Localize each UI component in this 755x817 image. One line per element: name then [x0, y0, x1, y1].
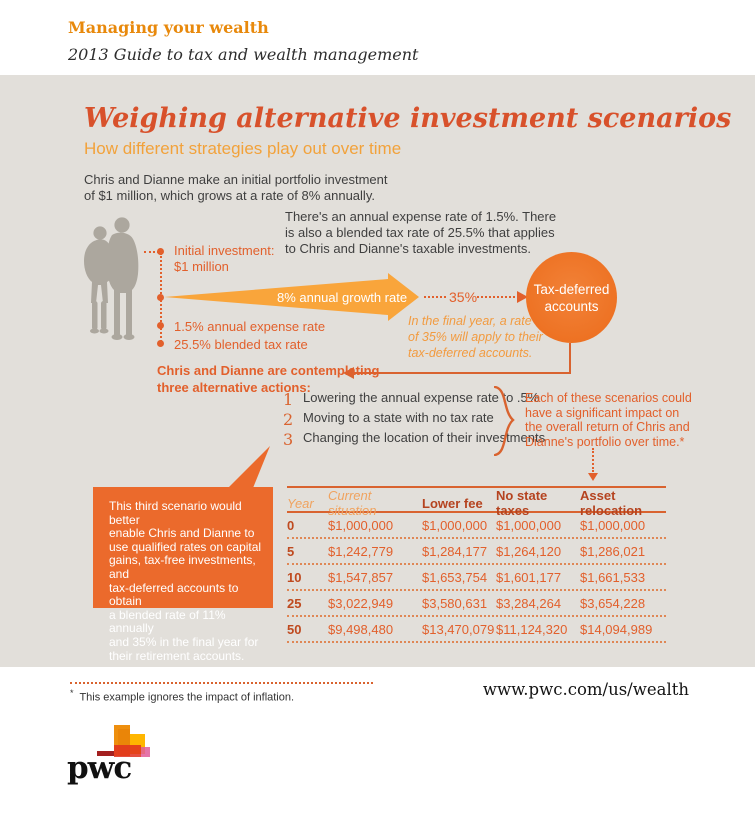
value-cell: $1,284,177 [422, 543, 488, 559]
callout-line: and 35% in the final year for [109, 634, 259, 649]
action-label: Changing the location of their investments [303, 430, 546, 445]
curly-brace [494, 386, 516, 456]
callout-line: tax-deferred accounts to obtain [109, 580, 239, 609]
value-cell: $1,601,177 [496, 569, 562, 585]
footnote-text: This example ignores the impact of inflation. [79, 691, 295, 704]
pwc-logo-text: pwc [67, 750, 132, 786]
callout-line: their retirement accounts. [109, 648, 245, 663]
impact-line: Each of these scenarios could [525, 391, 692, 405]
callout-line: This third scenario would better [109, 499, 242, 527]
rates-paragraph [285, 209, 556, 257]
action-item [283, 410, 494, 429]
eyebrow-title: Managing your wealth [68, 18, 269, 37]
bullet-dot-icon [157, 248, 164, 255]
footnote [70, 688, 294, 704]
circle-line: Tax-deferred [533, 281, 610, 297]
tax-deferred-circle-label [534, 281, 610, 315]
value-cell: $1,000,000 [496, 517, 562, 533]
action-label: Lowering the annual expense rate to .5% [303, 390, 540, 405]
action-label: Moving to a state with no tax rate [303, 410, 494, 425]
value-cell: $1,264,120 [496, 543, 562, 559]
impact-note [525, 391, 692, 449]
dotted-line [424, 296, 446, 298]
value-cell: $1,000,000 [422, 517, 488, 533]
intro-paragraph [84, 172, 388, 204]
couple-silhouette [75, 216, 149, 344]
value-cell: $3,580,631 [422, 595, 488, 611]
value-cell: $1,242,779 [328, 543, 394, 559]
value-cell: $3,654,228 [580, 595, 646, 611]
logo-block-pink [141, 747, 150, 757]
column-header: Lower fee [422, 495, 483, 511]
table-header-row [287, 486, 666, 518]
value-cell: $1,547,857 [328, 569, 394, 585]
column-header: Asset relocation [580, 488, 643, 518]
initial-investment-label [174, 243, 274, 275]
action-number: 1 [283, 390, 294, 409]
final-rate-label: 35% [449, 289, 478, 305]
year-cell: 0 [287, 517, 295, 533]
value-cell: $3,284,264 [496, 595, 562, 611]
initial-investment-line: Initial investment: [174, 243, 275, 258]
callout-line: use qualified rates on capital [109, 539, 262, 554]
value-cell: $14,094,989 [580, 621, 653, 637]
table-row [287, 565, 666, 591]
tax-rate-label: 25.5% blended tax rate [174, 337, 308, 352]
impact-line: have a significant impact on [525, 405, 680, 420]
connector-line [352, 372, 571, 374]
arrowhead-down-icon [588, 473, 598, 481]
callout-tail [224, 443, 274, 488]
final-year-note-line: tax-deferred accounts. [408, 346, 533, 360]
expense-rate-label: 1.5% annual expense rate [174, 319, 326, 334]
value-cell: $1,286,021 [580, 543, 646, 559]
final-year-note-line: In the final year, a rate [408, 314, 532, 328]
value-cell: $11,124,320 [496, 621, 568, 637]
dotted-line [592, 448, 594, 472]
final-year-note [408, 313, 543, 361]
value-cell: $1,000,000 [580, 517, 646, 533]
contemplating-line: Chris and Dianne are contemplating [157, 363, 380, 378]
table-row [287, 513, 666, 539]
table-row [287, 617, 666, 643]
bullet-dot-icon [157, 340, 164, 347]
value-cell: $3,022,949 [328, 595, 394, 611]
final-year-note-line: of 35% will apply to their [408, 330, 543, 344]
growth-arrow-label: 8% annual growth rate [277, 290, 408, 305]
column-header: No state taxes [496, 488, 548, 518]
contemplating-line: three alternative actions: [157, 380, 311, 395]
rates-line: is also a blended tax rate of 25.5% that applies [285, 225, 555, 240]
circle-line: accounts [544, 298, 599, 314]
callout-line: gains, tax-free investments, and [109, 553, 256, 581]
page-subtitle: How different strategies play out over time [84, 139, 402, 158]
footnote-marker: * [70, 688, 74, 698]
initial-investment-line: $1 million [174, 259, 229, 274]
intro-line: Chris and Dianne make an initial portfolio investment [84, 172, 388, 187]
year-cell: 25 [287, 595, 302, 611]
intro-line: of $1 million, which grows at a rate of 8% annually. [84, 188, 375, 203]
third-scenario-callout [93, 487, 273, 663]
value-cell: $1,661,533 [580, 569, 646, 585]
year-cell: 10 [287, 569, 302, 585]
year-cell: 50 [287, 621, 302, 637]
column-header: Current situation [328, 488, 377, 518]
column-header: Year [287, 495, 314, 511]
impact-line: the overall return of Chris and [525, 420, 690, 434]
table-row [287, 591, 666, 617]
callout-line: enable Chris and Dianne to [109, 526, 255, 541]
impact-line: Dianne's portfolio over time.* [525, 434, 685, 449]
footnote-divider [70, 682, 373, 684]
value-cell: $13,470,079 [422, 621, 495, 637]
connector-line [569, 343, 571, 373]
callout-line: a blended rate of 11% annually [109, 607, 226, 636]
value-cell: $9,498,480 [328, 621, 394, 637]
rates-line: to Chris and Dianne's taxable investments. [285, 241, 531, 256]
bullet-dot-icon [157, 322, 164, 329]
pwc-url-link[interactable]: www.pwc.com/us/wealth [482, 680, 689, 699]
dotted-line [477, 296, 515, 298]
action-number: 2 [283, 410, 294, 429]
guide-title: 2013 Guide to tax and wealth management [68, 45, 419, 64]
year-cell: 5 [287, 543, 295, 559]
bullet-dot-icon [157, 294, 164, 301]
value-cell: $1,000,000 [328, 517, 394, 533]
rates-line: There's an annual expense rate of 1.5%. There [285, 209, 557, 224]
value-cell: $1,653,754 [422, 569, 488, 585]
page-title: Weighing alternative investment scenarios [84, 103, 732, 134]
scenario-table [287, 486, 666, 643]
table-row [287, 539, 666, 565]
action-number: 3 [283, 430, 294, 449]
